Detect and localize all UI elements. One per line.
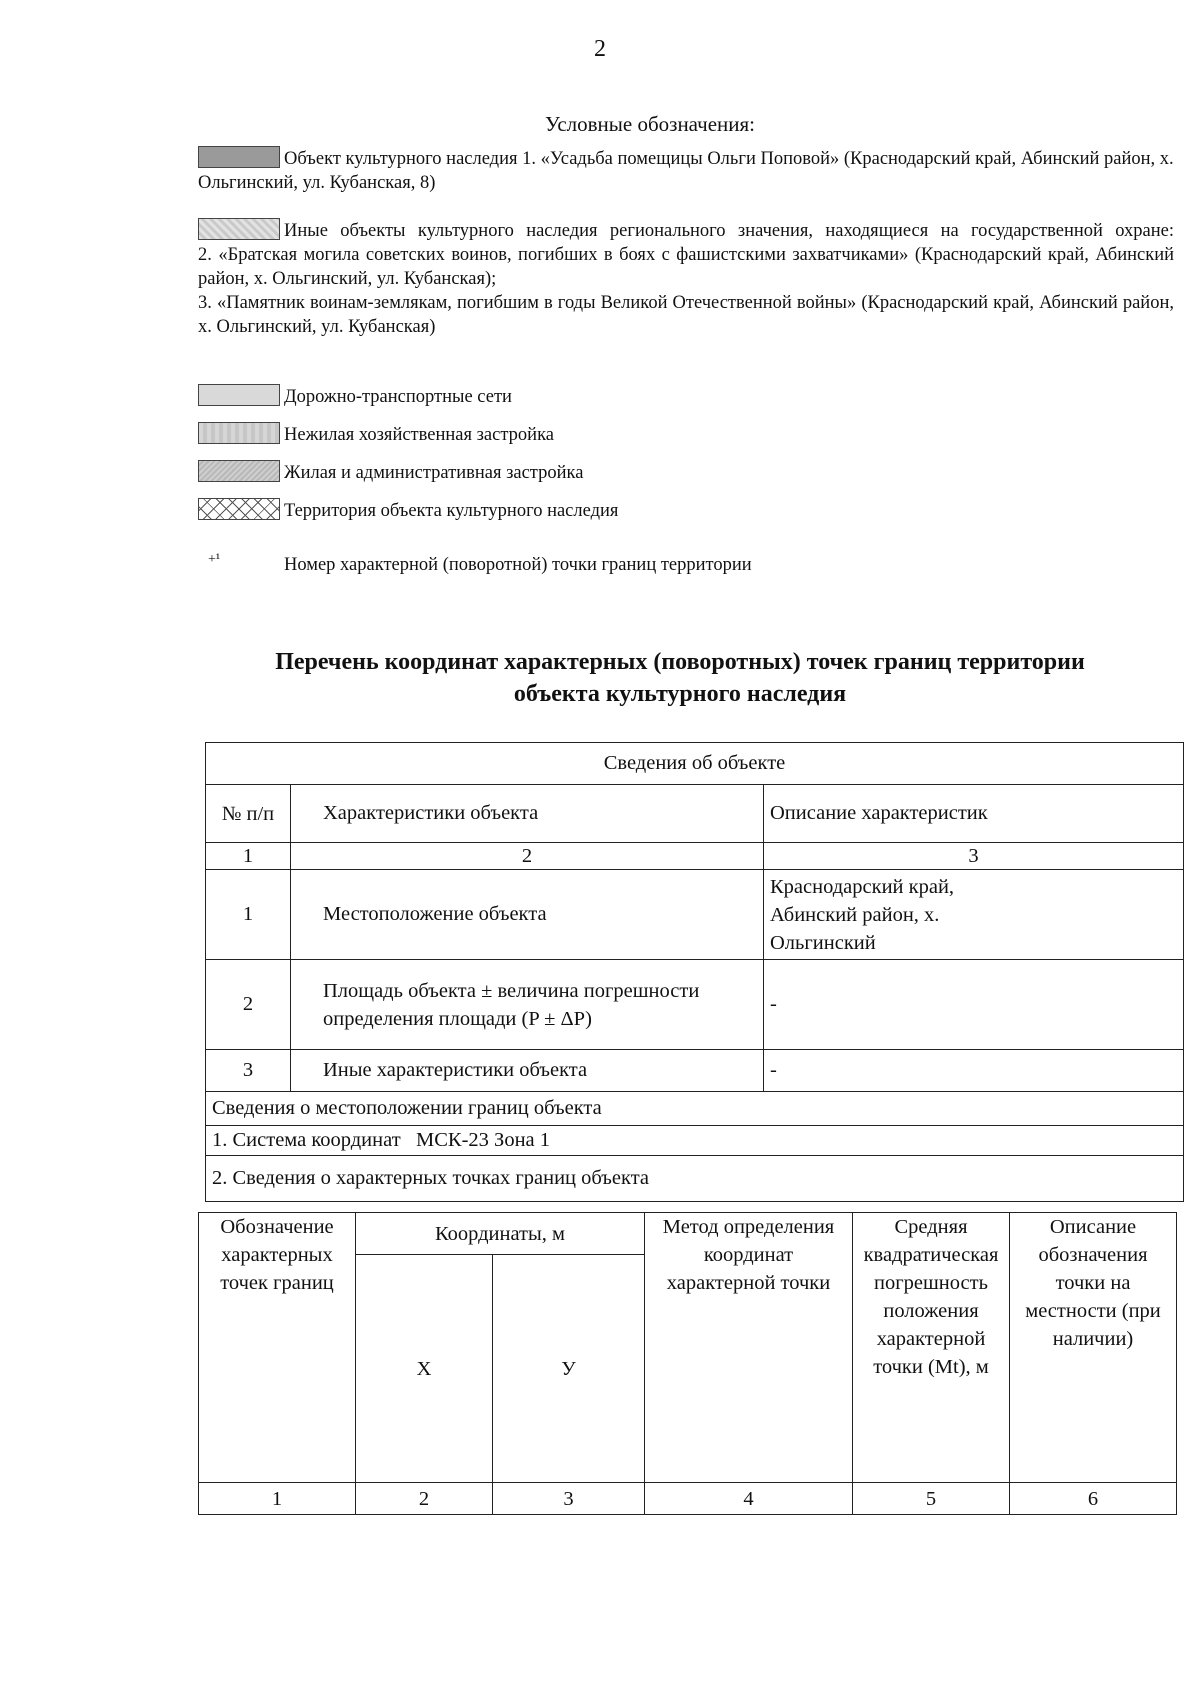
col-num: 4 [645,1483,853,1515]
object-info-title: Сведения об объекте [206,743,1184,785]
col-header-x: X [356,1255,493,1483]
col-header-description: Описание характеристик [764,785,1184,843]
residential-swatch [198,460,280,482]
legend-item2-b: 3. «Памятник воинам-землякам, погибшим в годы Великой Отечественной войны» (Краснодарский край, Абинский район, х. Ольгинский, ул. Кубанская) [198,293,1174,337]
location-title: Сведения о местоположении границ объекта [206,1092,1184,1126]
col-header-error: Средняя квадратическая погрешность положения характерной точки (Mt), м [853,1213,1010,1483]
row-num: 3 [206,1050,291,1092]
legend-item2-a: 2. «Братская могила советских воинов, погибших в боях с фашистскими захватчиками» (Краснодарский край, Абинский район, х. Ольгинский, ул. Кубанская); [198,245,1174,289]
legend-item-other-heritage [198,218,1174,339]
heading-line2: объекта культурного наследия [513,681,847,707]
row-description: - [764,960,1184,1050]
col-header-point: Обозначение характерных точек границ [199,1213,356,1483]
table-row [206,960,1184,1050]
boundary-points-table [198,1212,1177,1515]
territory-swatch [198,498,280,520]
col-num-1: 1 [206,843,291,870]
row-characteristic: Иные характеристики объекта [291,1050,764,1092]
legend-item-cultural-heritage [198,146,1174,195]
col-num: 5 [853,1483,1010,1515]
legend-item1-text: Объект культурного наследия 1. «Усадьба помещицы Ольги Поповой» (Краснодарский край, Абинский район, х. Ольгинский, ул. Кубанская, 8) [198,149,1174,193]
col-header-point-description: Описание обозначения точки на местности (при наличии) [1010,1213,1177,1483]
table-row [199,1483,1177,1515]
nonresidential-label: Нежилая хозяйственная застройка [284,425,554,445]
page-heading [160,646,1200,710]
row-description: Краснодарский край, Абинский район, х. Ольгинский [764,870,1184,960]
legend-item2-intro-text: Иные объекты культурного наследия регионального значения, находящиеся на государственной охране: [284,221,1174,241]
row-description: - [764,1050,1184,1092]
table-row [206,1050,1184,1092]
table-row [206,843,1184,870]
table-row [206,870,1184,960]
object-info-table [205,742,1184,1202]
page-number: 2 [594,36,606,62]
table-row [206,1092,1184,1126]
table-row [206,1156,1184,1202]
table-row [199,1213,1177,1255]
residential-label: Жилая и административная застройка [284,463,584,483]
table-row [206,743,1184,785]
col-header-y: У [493,1255,645,1483]
territory-label: Территория объекта культурного наследия [284,501,619,521]
col-num: 2 [356,1483,493,1515]
roads-label: Дорожно-транспортные сети [284,387,512,407]
legend-title: Условные обозначения: [544,112,756,136]
col-num: 1 [199,1483,356,1515]
coordinate-system: 1. Система координат МСК-23 Зона 1 [206,1126,1184,1156]
point-marker-label: Номер характерной (поворотной) точки границ территории [284,555,752,575]
row-num: 2 [206,960,291,1050]
row-characteristic: Площадь объекта ± величина погрешности определения площади (P ± ΔP) [291,960,764,1050]
col-header-num: № п/п [206,785,291,843]
heading-line1: Перечень координат характерных (поворотных) точек границ территории [275,649,1085,675]
col-num-3: 3 [764,843,1184,870]
legend-item-territory [198,498,618,522]
legend-item-residential [198,460,583,484]
legend-item-nonresidential [198,422,554,446]
cultural-heritage-swatch [198,146,280,168]
col-header-method: Метод определения координат характерной точки [645,1213,853,1483]
roads-swatch [198,384,280,406]
row-num: 1 [206,870,291,960]
col-header-coordinates: Координаты, м [356,1213,645,1255]
col-num-2: 2 [291,843,764,870]
col-num: 3 [493,1483,645,1515]
legend-item2-intro [198,218,1174,243]
legend-item-roads [198,384,512,408]
nonresidential-swatch [198,422,280,444]
table-row [206,1126,1184,1156]
table-row [206,785,1184,843]
point-marker-icon: +¹ [208,552,221,567]
row-characteristic: Местоположение объекта [291,870,764,960]
col-num: 6 [1010,1483,1177,1515]
col-header-characteristics: Характеристики объекта [291,785,764,843]
other-heritage-swatch [198,218,280,240]
points-title: 2. Сведения о характерных точках границ объекта [206,1156,1184,1202]
